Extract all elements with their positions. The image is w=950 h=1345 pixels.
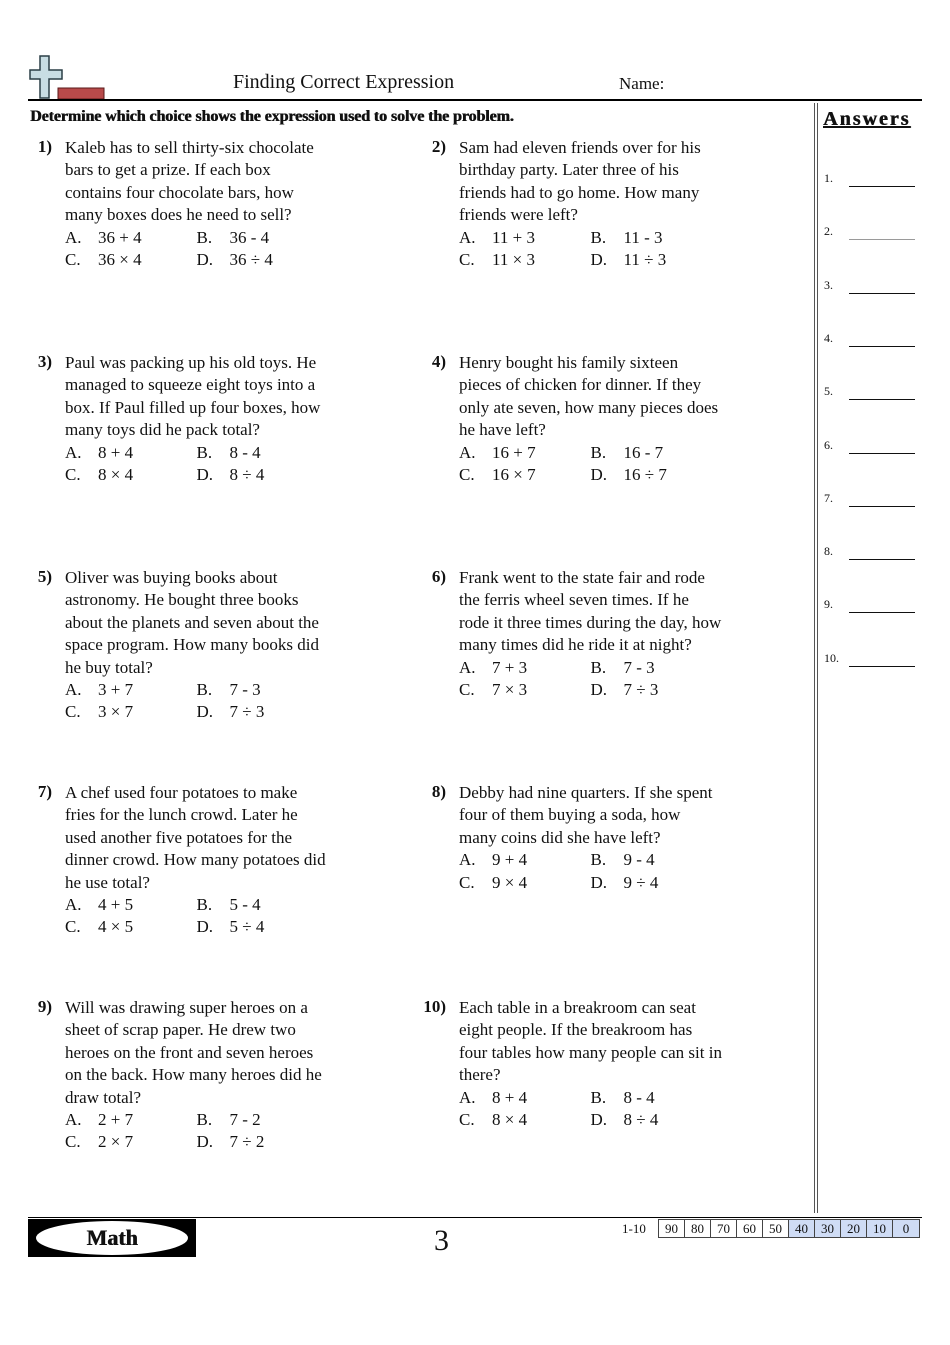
answer-number: 5. <box>824 384 833 398</box>
option-letter: B. <box>196 895 213 915</box>
option-letter: A. <box>65 1110 82 1130</box>
footer-divider <box>28 1217 922 1218</box>
score-cell: 70 <box>711 1220 737 1237</box>
question-number: 9) <box>37 997 52 1016</box>
answer-number: 4. <box>824 331 833 345</box>
subject-label: Math <box>36 1221 188 1255</box>
option-expression: 2 + 7 <box>98 1110 134 1130</box>
option-letter: D. <box>590 1110 608 1130</box>
answer-blank[interactable] <box>849 506 915 507</box>
option-letter: D. <box>196 250 214 270</box>
option-letter: C. <box>65 1132 81 1152</box>
answer-options <box>459 849 722 894</box>
answer-options <box>459 657 722 702</box>
score-cell: 50 <box>763 1220 789 1237</box>
option-letter: B. <box>590 657 607 677</box>
question-text: Frank went to the state fair and rode the ferris wheel seven times. If he rode it three times during the day, how many times did he ride it at night? <box>459 568 722 655</box>
option-choice[interactable] <box>65 464 197 486</box>
worksheet-title: Finding Correct Expression <box>233 71 455 93</box>
option-letter: B. <box>590 1087 607 1107</box>
question-number: 10) <box>423 997 446 1016</box>
question-number: 1) <box>37 137 52 156</box>
score-cell: 60 <box>737 1220 763 1237</box>
page-number: 3 <box>434 1224 449 1257</box>
option-letter: A. <box>65 227 82 247</box>
option-letter: B. <box>590 442 607 462</box>
option-expression: 7 ÷ 2 <box>229 1132 265 1152</box>
answer-options <box>65 442 328 487</box>
answer-number: 2. <box>824 224 833 238</box>
option-expression: 3 + 7 <box>98 680 134 700</box>
option-letter: D. <box>590 872 608 892</box>
option-letter: C. <box>65 917 81 937</box>
option-expression: 36 × 4 <box>98 250 142 270</box>
option-choice[interactable] <box>65 679 197 701</box>
option-expression: 5 - 4 <box>229 895 261 915</box>
option-expression: 7 - 2 <box>229 1110 261 1130</box>
question-2 <box>422 137 722 271</box>
option-choice[interactable] <box>197 1109 329 1131</box>
option-expression: 8 - 4 <box>623 1087 655 1107</box>
answer-number: 9. <box>824 597 833 611</box>
answer-number: 10. <box>824 651 839 665</box>
question-9 <box>28 997 328 1154</box>
option-choice[interactable] <box>197 894 329 916</box>
option-expression: 7 ÷ 3 <box>229 702 265 722</box>
option-choice[interactable] <box>591 849 723 871</box>
option-choice[interactable] <box>197 679 329 701</box>
option-choice[interactable] <box>459 679 591 701</box>
option-letter: B. <box>590 850 607 870</box>
option-expression: 8 ÷ 4 <box>623 1110 659 1130</box>
option-expression: 9 + 4 <box>492 850 528 870</box>
question-number: 2) <box>431 137 446 156</box>
option-choice[interactable] <box>65 894 197 916</box>
question-text: Kaleb has to sell thirty-six chocolate bars to get a prize. If each box contains four chocolate bars, how many boxes does he need to sell? <box>65 138 314 225</box>
answer-number: 8. <box>824 544 833 558</box>
option-expression: 9 × 4 <box>492 872 528 892</box>
question-8 <box>422 782 722 894</box>
option-choice[interactable] <box>459 442 591 464</box>
answer-blank[interactable] <box>849 293 915 294</box>
answer-options <box>459 1087 722 1132</box>
option-letter: D. <box>196 465 214 485</box>
option-letter: D. <box>590 250 608 270</box>
answers-separator <box>814 103 818 1213</box>
option-expression: 4 + 5 <box>98 895 134 915</box>
option-expression: 7 - 3 <box>229 680 261 700</box>
answer-blank[interactable] <box>849 239 915 240</box>
answer-blank[interactable] <box>849 399 915 400</box>
option-choice[interactable] <box>591 679 723 701</box>
question-text: Debby had nine quarters. If she spent four of them buying a soda, how many coins did she have left? <box>459 783 713 847</box>
option-letter: A. <box>65 680 82 700</box>
answer-blank[interactable] <box>849 666 915 667</box>
question-text: Paul was packing up his old toys. He managed to squeeze eight toys into a box. If Paul filled up four boxes, how many toys did he pack total? <box>65 353 321 440</box>
option-expression: 8 - 4 <box>229 442 261 462</box>
option-expression: 16 + 7 <box>492 442 536 462</box>
option-letter: D. <box>196 1132 214 1152</box>
question-5 <box>28 567 328 724</box>
option-letter: D. <box>196 917 214 937</box>
option-letter: B. <box>196 1110 213 1130</box>
option-letter: B. <box>196 680 213 700</box>
option-choice[interactable] <box>591 1087 723 1109</box>
answer-options <box>459 442 722 487</box>
option-expression: 16 ÷ 7 <box>623 465 667 485</box>
option-choice[interactable] <box>197 227 329 249</box>
question-number: 4) <box>431 352 446 371</box>
question-7 <box>28 782 328 939</box>
question-text: Will was drawing super heroes on a sheet of scrap paper. He drew two heroes on the front and seven heroes on the back. How many heroes did he draw total? <box>65 998 322 1107</box>
answer-number: 3. <box>824 278 833 292</box>
answer-number: 7. <box>824 491 833 505</box>
answer-options <box>65 1109 328 1154</box>
option-expression: 36 ÷ 4 <box>229 250 273 270</box>
option-letter: C. <box>459 250 475 270</box>
option-letter: C. <box>459 465 475 485</box>
option-choice[interactable] <box>459 657 591 679</box>
option-letter: A. <box>459 442 476 462</box>
option-expression: 8 ÷ 4 <box>229 465 265 485</box>
question-3 <box>28 352 328 486</box>
option-choice[interactable] <box>197 442 329 464</box>
option-letter: B. <box>590 227 607 247</box>
option-choice[interactable] <box>65 1109 197 1131</box>
question-number: 5) <box>37 567 52 586</box>
option-choice[interactable] <box>65 916 197 938</box>
option-expression: 11 - 3 <box>623 227 663 247</box>
option-expression: 11 ÷ 3 <box>623 250 667 270</box>
option-expression: 7 ÷ 3 <box>623 680 659 700</box>
option-expression: 9 - 4 <box>623 850 655 870</box>
option-letter: D. <box>196 702 214 722</box>
option-letter: C. <box>459 872 475 892</box>
option-expression: 16 × 7 <box>492 465 536 485</box>
question-text: Henry bought his family sixteen pieces of chicken for dinner. If they only ate seven, how many pieces does he have left? <box>459 353 719 440</box>
option-choice[interactable] <box>591 872 723 894</box>
option-expression: 36 - 4 <box>229 227 270 247</box>
option-choice[interactable] <box>65 442 197 464</box>
answer-options <box>65 894 328 939</box>
option-expression: 2 × 7 <box>98 1132 134 1152</box>
option-choice[interactable] <box>591 227 723 249</box>
answers-title: Answers <box>823 108 911 130</box>
option-choice[interactable] <box>591 464 723 486</box>
option-letter: C. <box>459 680 475 700</box>
question-text: A chef used four potatoes to make fries for the lunch crowd. Later he used another five potatoes for the dinner crowd. How many potatoes did he use total? <box>65 783 326 892</box>
option-letter: D. <box>590 680 608 700</box>
question-6 <box>422 567 722 701</box>
option-letter: C. <box>459 1110 475 1130</box>
option-choice[interactable] <box>591 442 723 464</box>
answer-blank[interactable] <box>849 186 915 187</box>
score-cell: 90 <box>659 1220 685 1237</box>
answer-options <box>65 679 328 724</box>
option-choice[interactable] <box>591 1109 723 1131</box>
option-expression: 7 - 3 <box>623 657 655 677</box>
option-choice[interactable] <box>197 249 329 271</box>
option-expression: 8 × 4 <box>492 1110 528 1130</box>
option-choice[interactable] <box>65 701 197 723</box>
instructions: Determine which choice shows the expression used to solve the problem. <box>30 108 514 125</box>
question-10 <box>422 997 722 1131</box>
option-letter: A. <box>65 442 82 462</box>
option-letter: A. <box>459 657 476 677</box>
option-expression: 8 + 4 <box>492 1087 528 1107</box>
question-1 <box>28 137 328 271</box>
option-letter: D. <box>590 465 608 485</box>
option-choice[interactable] <box>591 249 723 271</box>
option-choice[interactable] <box>65 1131 197 1153</box>
option-choice[interactable] <box>65 227 197 249</box>
score-cell: 40 <box>789 1220 815 1237</box>
option-choice[interactable] <box>459 1109 591 1131</box>
option-letter: A. <box>459 227 476 247</box>
option-choice[interactable] <box>591 657 723 679</box>
score-cell: 80 <box>685 1220 711 1237</box>
option-expression: 11 + 3 <box>492 227 535 247</box>
option-letter: C. <box>65 702 81 722</box>
score-cell: 10 <box>867 1220 893 1237</box>
answer-number: 6. <box>824 438 833 452</box>
option-expression: 9 ÷ 4 <box>623 872 659 892</box>
option-letter: A. <box>459 850 476 870</box>
score-range-label: 1-10 <box>622 1221 646 1236</box>
option-expression: 3 × 7 <box>98 702 134 722</box>
option-choice[interactable] <box>459 249 591 271</box>
question-text: Sam had eleven friends over for his birthday party. Later three of his friends had to go home. How many friends were left? <box>459 138 701 225</box>
answer-blank[interactable] <box>849 453 915 454</box>
answer-blank[interactable] <box>849 559 915 560</box>
option-letter: B. <box>196 227 213 247</box>
option-expression: 5 ÷ 4 <box>229 917 265 937</box>
option-expression: 8 × 4 <box>98 465 134 485</box>
option-expression: 7 × 3 <box>492 680 528 700</box>
question-number: 3) <box>37 352 52 371</box>
option-choice[interactable] <box>459 227 591 249</box>
option-choice[interactable] <box>197 1131 329 1153</box>
answer-options <box>65 227 328 272</box>
option-expression: 4 × 5 <box>98 917 134 937</box>
option-expression: 11 × 3 <box>492 250 535 270</box>
question-text: Each table in a breakroom can seat eight people. If the breakroom has four tables how many people can sit in there? <box>459 998 722 1085</box>
question-4 <box>422 352 722 486</box>
option-letter: B. <box>196 442 213 462</box>
question-number: 6) <box>431 567 446 586</box>
name-label: Name: <box>619 74 665 93</box>
option-choice[interactable] <box>197 701 329 723</box>
option-expression: 36 + 4 <box>98 227 142 247</box>
option-choice[interactable] <box>459 464 591 486</box>
worksheet-logo <box>28 54 108 100</box>
score-cell: 20 <box>841 1220 867 1237</box>
question-number: 7) <box>37 782 52 801</box>
option-expression: 16 - 7 <box>623 442 664 462</box>
score-table <box>658 1219 920 1238</box>
option-choice[interactable] <box>459 872 591 894</box>
option-letter: C. <box>65 250 81 270</box>
score-cell: 30 <box>815 1220 841 1237</box>
answer-blank[interactable] <box>849 612 915 613</box>
answer-options <box>459 227 722 272</box>
option-expression: 7 + 3 <box>492 657 528 677</box>
question-text: Oliver was buying books about astronomy. He bought three books about the planets and seven about the space program. How many books did he buy total? <box>65 568 320 677</box>
answer-number: 1. <box>824 171 833 185</box>
option-choice[interactable] <box>197 464 329 486</box>
score-cell: 0 <box>893 1220 919 1237</box>
option-expression: 8 + 4 <box>98 442 134 462</box>
answer-blank[interactable] <box>849 346 915 347</box>
question-number: 8) <box>431 782 446 801</box>
option-letter: C. <box>65 465 81 485</box>
option-choice[interactable] <box>65 249 197 271</box>
option-letter: A. <box>459 1087 476 1107</box>
header-divider <box>28 99 922 101</box>
option-letter: A. <box>65 895 82 915</box>
option-choice[interactable] <box>197 916 329 938</box>
option-choice[interactable] <box>459 1087 591 1109</box>
option-choice[interactable] <box>459 849 591 871</box>
